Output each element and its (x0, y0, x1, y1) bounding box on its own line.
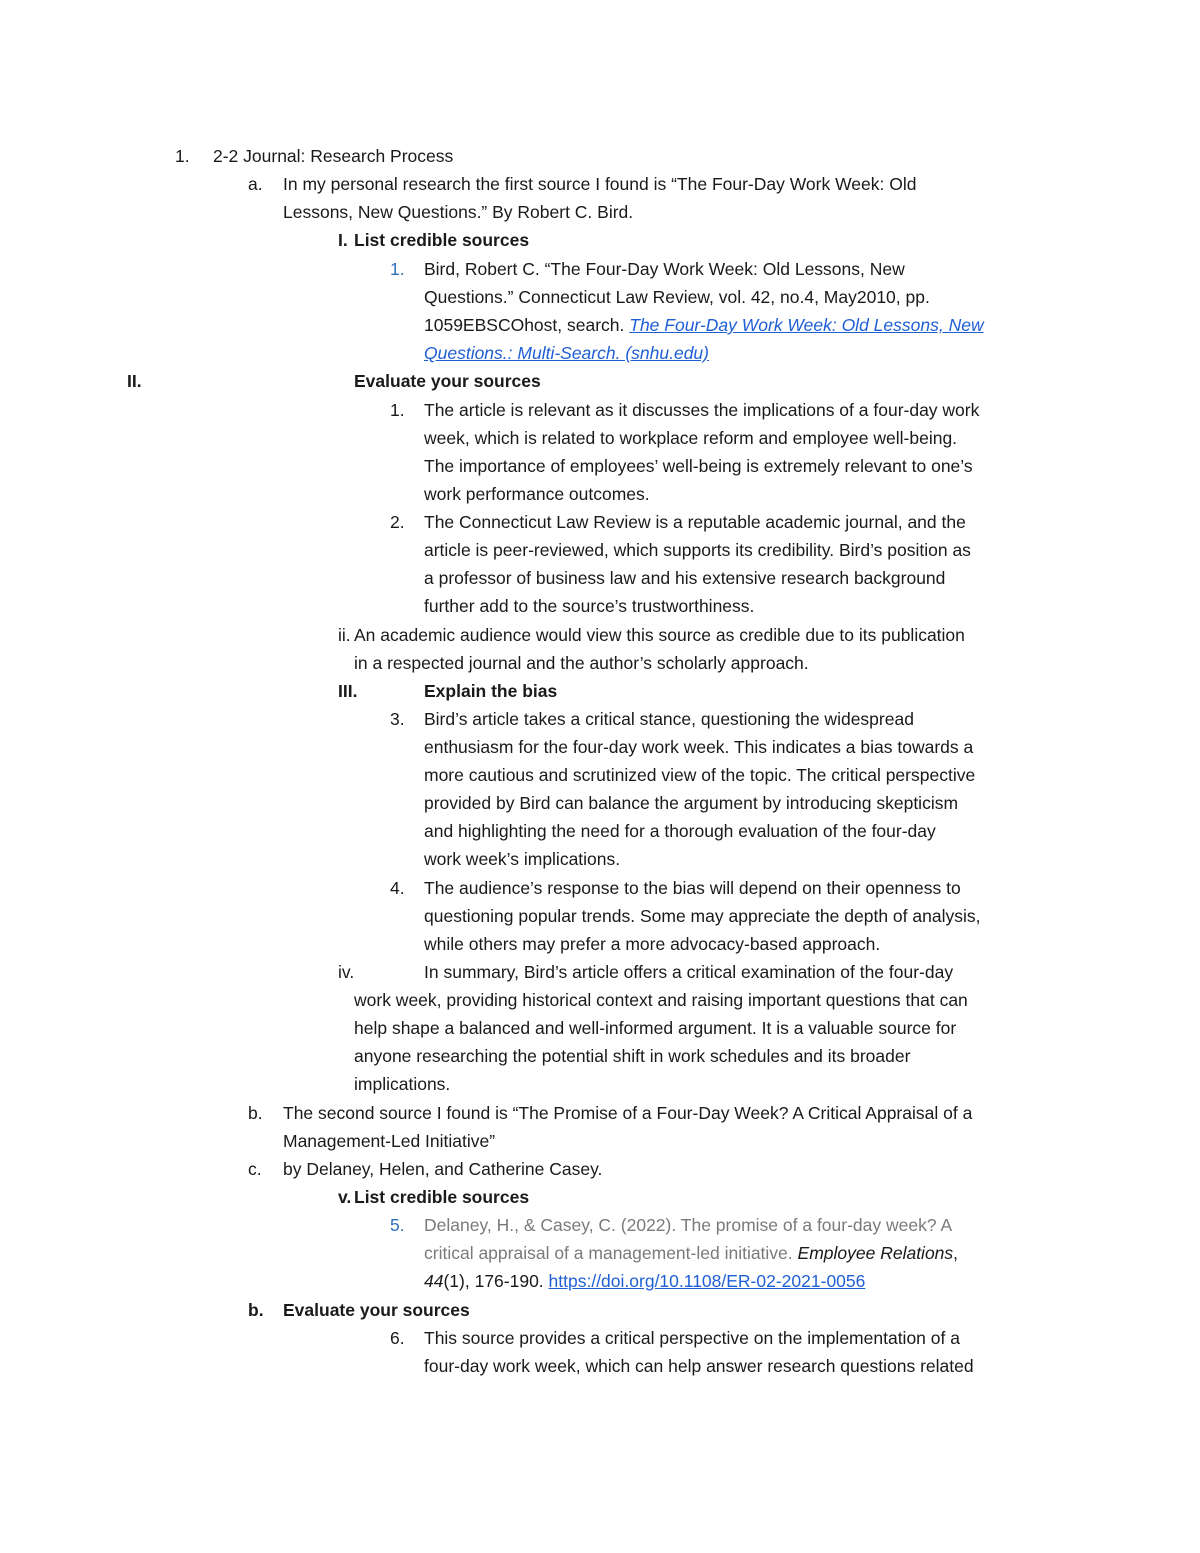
list-marker: ii. (338, 625, 351, 645)
list-marker: 2. (390, 512, 405, 532)
list-marker: 3. (390, 709, 405, 729)
paragraph-line: In my personal research the first source I found is “The Four-Day Work Week: Old (283, 174, 917, 194)
citation-line (424, 1267, 865, 1295)
list-marker: b. (248, 1300, 264, 1320)
paragraph-line: article is peer-reviewed, which supports its credibility. Bird’s position as (424, 540, 971, 560)
list-marker: 5. (390, 1215, 405, 1235)
paragraph-line: Lessons, New Questions.” By Robert C. Bird. (283, 202, 634, 222)
paragraph-line: The Connecticut Law Review is a reputable academic journal, and the (424, 512, 966, 532)
journal-name: Employee Relations (797, 1243, 954, 1263)
list-marker: 1. (390, 259, 405, 279)
paragraph-line: The second source I found is “The Promise of a Four-Day Week? A Critical Appraisal of a (283, 1103, 973, 1123)
journal-volume: 44 (424, 1271, 444, 1291)
source-link[interactable]: Questions.: Multi-Search. (snhu.edu) (424, 343, 709, 363)
section-heading: Evaluate your sources (354, 371, 541, 391)
paragraph-line: This source provides a critical perspective on the implementation of a (424, 1328, 960, 1348)
paragraph-line: four-day work week, which can help answer research questions related (424, 1356, 974, 1376)
section-heading: List credible sources (354, 1187, 530, 1207)
paragraph-line: more cautious and scrutinized view of the topic. The critical perspective (424, 765, 976, 785)
paragraph-line: help shape a balanced and well-informed argument. It is a valuable source for (354, 1018, 957, 1038)
list-marker: 6. (390, 1328, 405, 1348)
citation-line: Bird, Robert C. “The Four-Day Work Week: Old Lessons, New (424, 259, 905, 279)
paragraph-line: work week, providing historical context and raising important questions that can (354, 990, 968, 1010)
paragraph-line: and highlighting the need for a thorough evaluation of the four-day (424, 821, 936, 841)
citation-text: , (953, 1243, 959, 1263)
section-heading: Evaluate your sources (283, 1300, 470, 1320)
section-marker: III. (338, 681, 358, 701)
citation-line (424, 1239, 958, 1267)
citation-text: 1059EBSCOhost, search. (424, 315, 630, 335)
paragraph-line: provided by Bird can balance the argument by introducing skepticism (424, 793, 959, 813)
list-marker: 1. (175, 146, 190, 166)
section-marker: II. (127, 371, 142, 391)
section-heading: List credible sources (354, 230, 530, 250)
paragraph-line: implications. (354, 1074, 451, 1094)
paragraph-line: anyone researching the potential shift in work schedules and its broader (354, 1046, 911, 1066)
paragraph-line: work performance outcomes. (424, 484, 650, 504)
paragraph-line: The audience’s response to the bias will depend on their openness to (424, 878, 961, 898)
journal-title: 2-2 Journal: Research Process (213, 146, 454, 166)
citation-text: critical appraisal of a management-led initiative. (424, 1243, 798, 1263)
paragraph-line: Management-Led Initiative” (283, 1131, 496, 1151)
paragraph-line: An academic audience would view this source as credible due to its publication (354, 625, 965, 645)
paragraph-line: in a respected journal and the author’s scholarly approach. (354, 653, 809, 673)
list-marker: 4. (390, 878, 405, 898)
citation-line (424, 311, 984, 339)
section-heading: Explain the bias (424, 681, 558, 701)
paragraph-line: Bird’s article takes a critical stance, questioning the widespread (424, 709, 914, 729)
list-marker: 1. (390, 400, 405, 420)
list-marker: b. (248, 1103, 263, 1123)
list-marker: iv. (338, 962, 355, 982)
section-marker: v. (338, 1187, 352, 1207)
paragraph-line: week, which is related to workplace reform and employee well-being. (424, 428, 958, 448)
paragraph-line: The importance of employees’ well-being is extremely relevant to one’s (424, 456, 973, 476)
citation-line (424, 339, 709, 367)
paragraph-line: while others may prefer a more advocacy-based approach. (424, 934, 881, 954)
citation-line: Questions.” Connecticut Law Review, vol. 42, no.4, May2010, pp. (424, 287, 930, 307)
paragraph-line: by Delaney, Helen, and Catherine Casey. (283, 1159, 603, 1179)
doi-link[interactable]: https://doi.org/10.1108/ER-02-2021-0056 (548, 1271, 866, 1291)
source-link[interactable]: The Four-Day Work Week: Old Lessons, New (629, 315, 984, 335)
section-marker: I. (338, 230, 348, 250)
citation-line: Delaney, H., & Casey, C. (2022). The promise of a four-day week? A (424, 1215, 953, 1235)
paragraph-line: a professor of business law and his extensive research background (424, 568, 946, 588)
paragraph-line: In summary, Bird’s article offers a critical examination of the four-day (424, 962, 954, 982)
paragraph-line: work week’s implications. (424, 849, 621, 869)
citation-text: (1), 176-190. (443, 1271, 549, 1291)
list-marker: c. (248, 1159, 262, 1179)
paragraph-line: questioning popular trends. Some may appreciate the depth of analysis, (424, 906, 981, 926)
paragraph-line: further add to the source’s trustworthiness. (424, 596, 755, 616)
list-marker: a. (248, 174, 263, 194)
paragraph-line: The article is relevant as it discusses the implications of a four-day work (424, 400, 980, 420)
paragraph-line: enthusiasm for the four-day work week. This indicates a bias towards a (424, 737, 974, 757)
